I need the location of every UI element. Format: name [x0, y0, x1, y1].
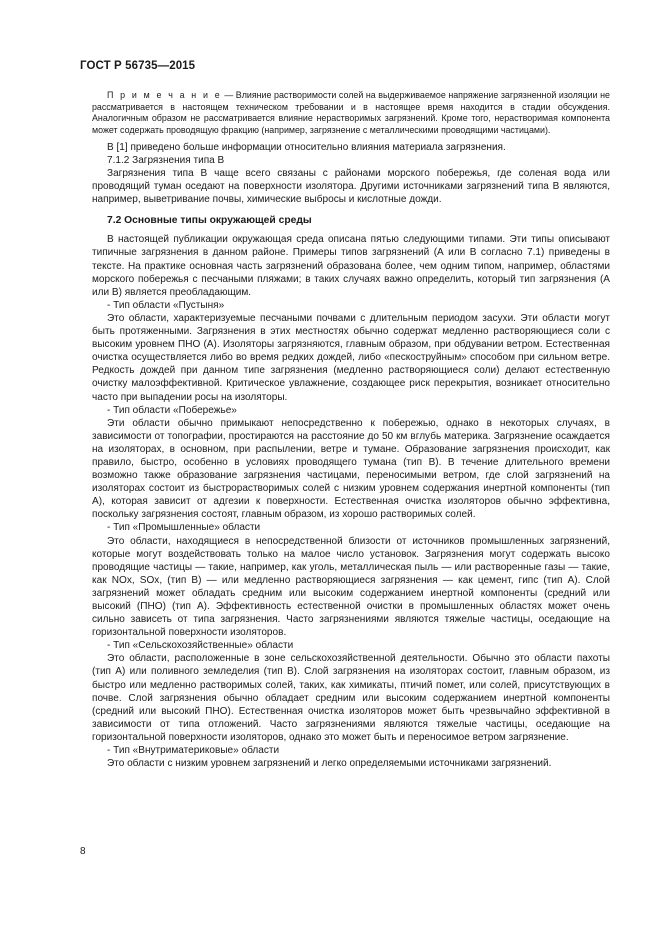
document-header: ГОСТ Р 56735—2015 — [80, 60, 196, 72]
list-item-type: - Тип области «Побережье» — [107, 404, 237, 416]
note-line: — Влияние растворимости солей на выдерживаемое напряжение загрязненной изоляции не рассматривается в настоящем техническом требовании и в настоящее время находится в стадии обсуждения. Аналогичным образом не рассматривается влияние нерастворимых загрязнений. Кроме того, нерастворимая компонента может содержать проводящую фракцию (например, загрязнение с металлическими проводящими частицами). — [92, 90, 610, 136]
list-item-type: - Тип «Внутриматериковые» области — [107, 745, 280, 757]
main-text — [92, 141, 610, 770]
document-body — [92, 90, 610, 770]
page-number: 8 — [80, 846, 86, 857]
paragraph: В [1] приведено больше информации относительно влияния материала загрязнения. — [107, 141, 506, 153]
list-item-type: - Тип «Сельскохозяйственные» области — [107, 640, 294, 652]
paragraph: Это области, находящиеся в непосредственной близости от источников промышленных загрязнений, которые могут воздействовать только на малое число установок. Загрязнения могут содержать высоко проводящие частицы — такие, например, как уголь, металлическая пыль — или растворенные газы — такие, как NOx, SOx, (тип В) — или медленно растворяющиеся загрязнения — как цемент, гипс (тип А). Слой загрязнений может обладать средним или высоким содержанием инертной компоненты (средний или высокий (ПНО) (тип А). Эффективность естественной очистки в промышленных областях может очень сильно зависеть от типа загрязнения. Часто загрязнениями являются тяжелые частицы, оседающие на горизонтальной поверхности изоляторов. — [92, 535, 610, 639]
paragraph: Это области, расположенные в зоне сельскохозяйственной деятельности. Обычно это области пахоты (тип А) или поливного земледелия (тип В). Слой загрязнения на изоляторах состоит, главным образом, из быстро или медленно растворимых солей, таких, как химикаты, птичий помет, или солей, присутствующих в почве. Слой загрязнения обычно обладает средним или высоким содержанием инертной компоненты (средний или высокий ПНО). Естественная очистка изоляторов может быть чрезвычайно эффективной в зависимости от типа отложений. Часто загрязнениями являются тяжелые частицы, оседающие на горизонтальной поверхности изоляторов, однако это может быть и переносимое ветром загрязнение. — [92, 653, 610, 743]
paragraph: Это области с низким уровнем загрязнений и легко определяемыми источниками загрязнений. — [107, 758, 552, 770]
paragraph: Эти области обычно примыкают непосредственно к побережью, однако в некоторых случаях, в зависимости от топографии, простираются на расстояние до 50 км вглубь материка. Загрязнение осаждается на изоляторах, в основном, при распылении, ветре и тумане. Образование загрязнения происходит, как правило, быстро, особенно в условиях проводящего тумана (тип В). В течение длительного времени возможно также образование загрязнения частицами, переносимыми ветром, где слой загрязнений на изоляторах состоит из быстрорастворимых солей с низким уровнем содержания инертной компоненты (тип А), которая зависит от адгезии к поверхности. Естественная очистка изоляторов обычно эффективна, поскольку загрязнения состоят, главным образом, из хорошо растворимых солей. — [92, 417, 610, 521]
list-item-type: - Тип «Промышленные» области — [107, 522, 261, 534]
paragraph: Загрязнения типа В чаще всего связаны с районами морского побережья, где соленая вода или проводящий туман оседают на поверхности изолятора. Другими источниками загрязнений типа В являются, например, выветривание почвы, химические выбросы и кислотные дожди. — [92, 168, 610, 206]
section-heading: 7.2 Основные типы окружающей среды — [107, 215, 312, 227]
note-block — [92, 90, 610, 137]
note-label: П р и м е ч а н и е — [107, 90, 222, 100]
subsection-title: 7.1.2 Загрязнения типа В — [107, 154, 225, 166]
note-text — [92, 90, 610, 137]
paragraph: В настоящей публикации окружающая среда описана пятью следующими типами. Эти типы описывают типичные загрязнения в данном районе. Примеры типов загрязнений (А или В согласно 7.1) приведены в тексте. На практике основная часть загрязнений образована более, чем одним типом, например, областями морского побережья с песчаными пляжами; в таких случаях важно определить, который тип загрязнения (А или В) является преобладающим. — [92, 234, 610, 298]
paragraph: Это области, характеризуемые песчаными почвами с длительным периодом засухи. Эти области могут быть протяженными. Загрязнения в этих местностях обычно содержат медленно растворяющиеся соли с высоким уровнем ПНО (А). Изоляторы загрязняются, главным образом, при обдувании ветром. Естественная очистка осуществляется либо во время редких дождей, либо «пескоструйным» способом при сильном ветре. Редкость дождей при данном типе загрязнения (медленно растворяющиеся соли) делают естественную очистку малоэффективной. Критическое увлажнение, создающее риск перекрытия, возникает относительно часто при выпадении росы на изоляторы. — [92, 312, 610, 403]
list-item-type: - Тип области «Пустыня» — [107, 299, 225, 311]
